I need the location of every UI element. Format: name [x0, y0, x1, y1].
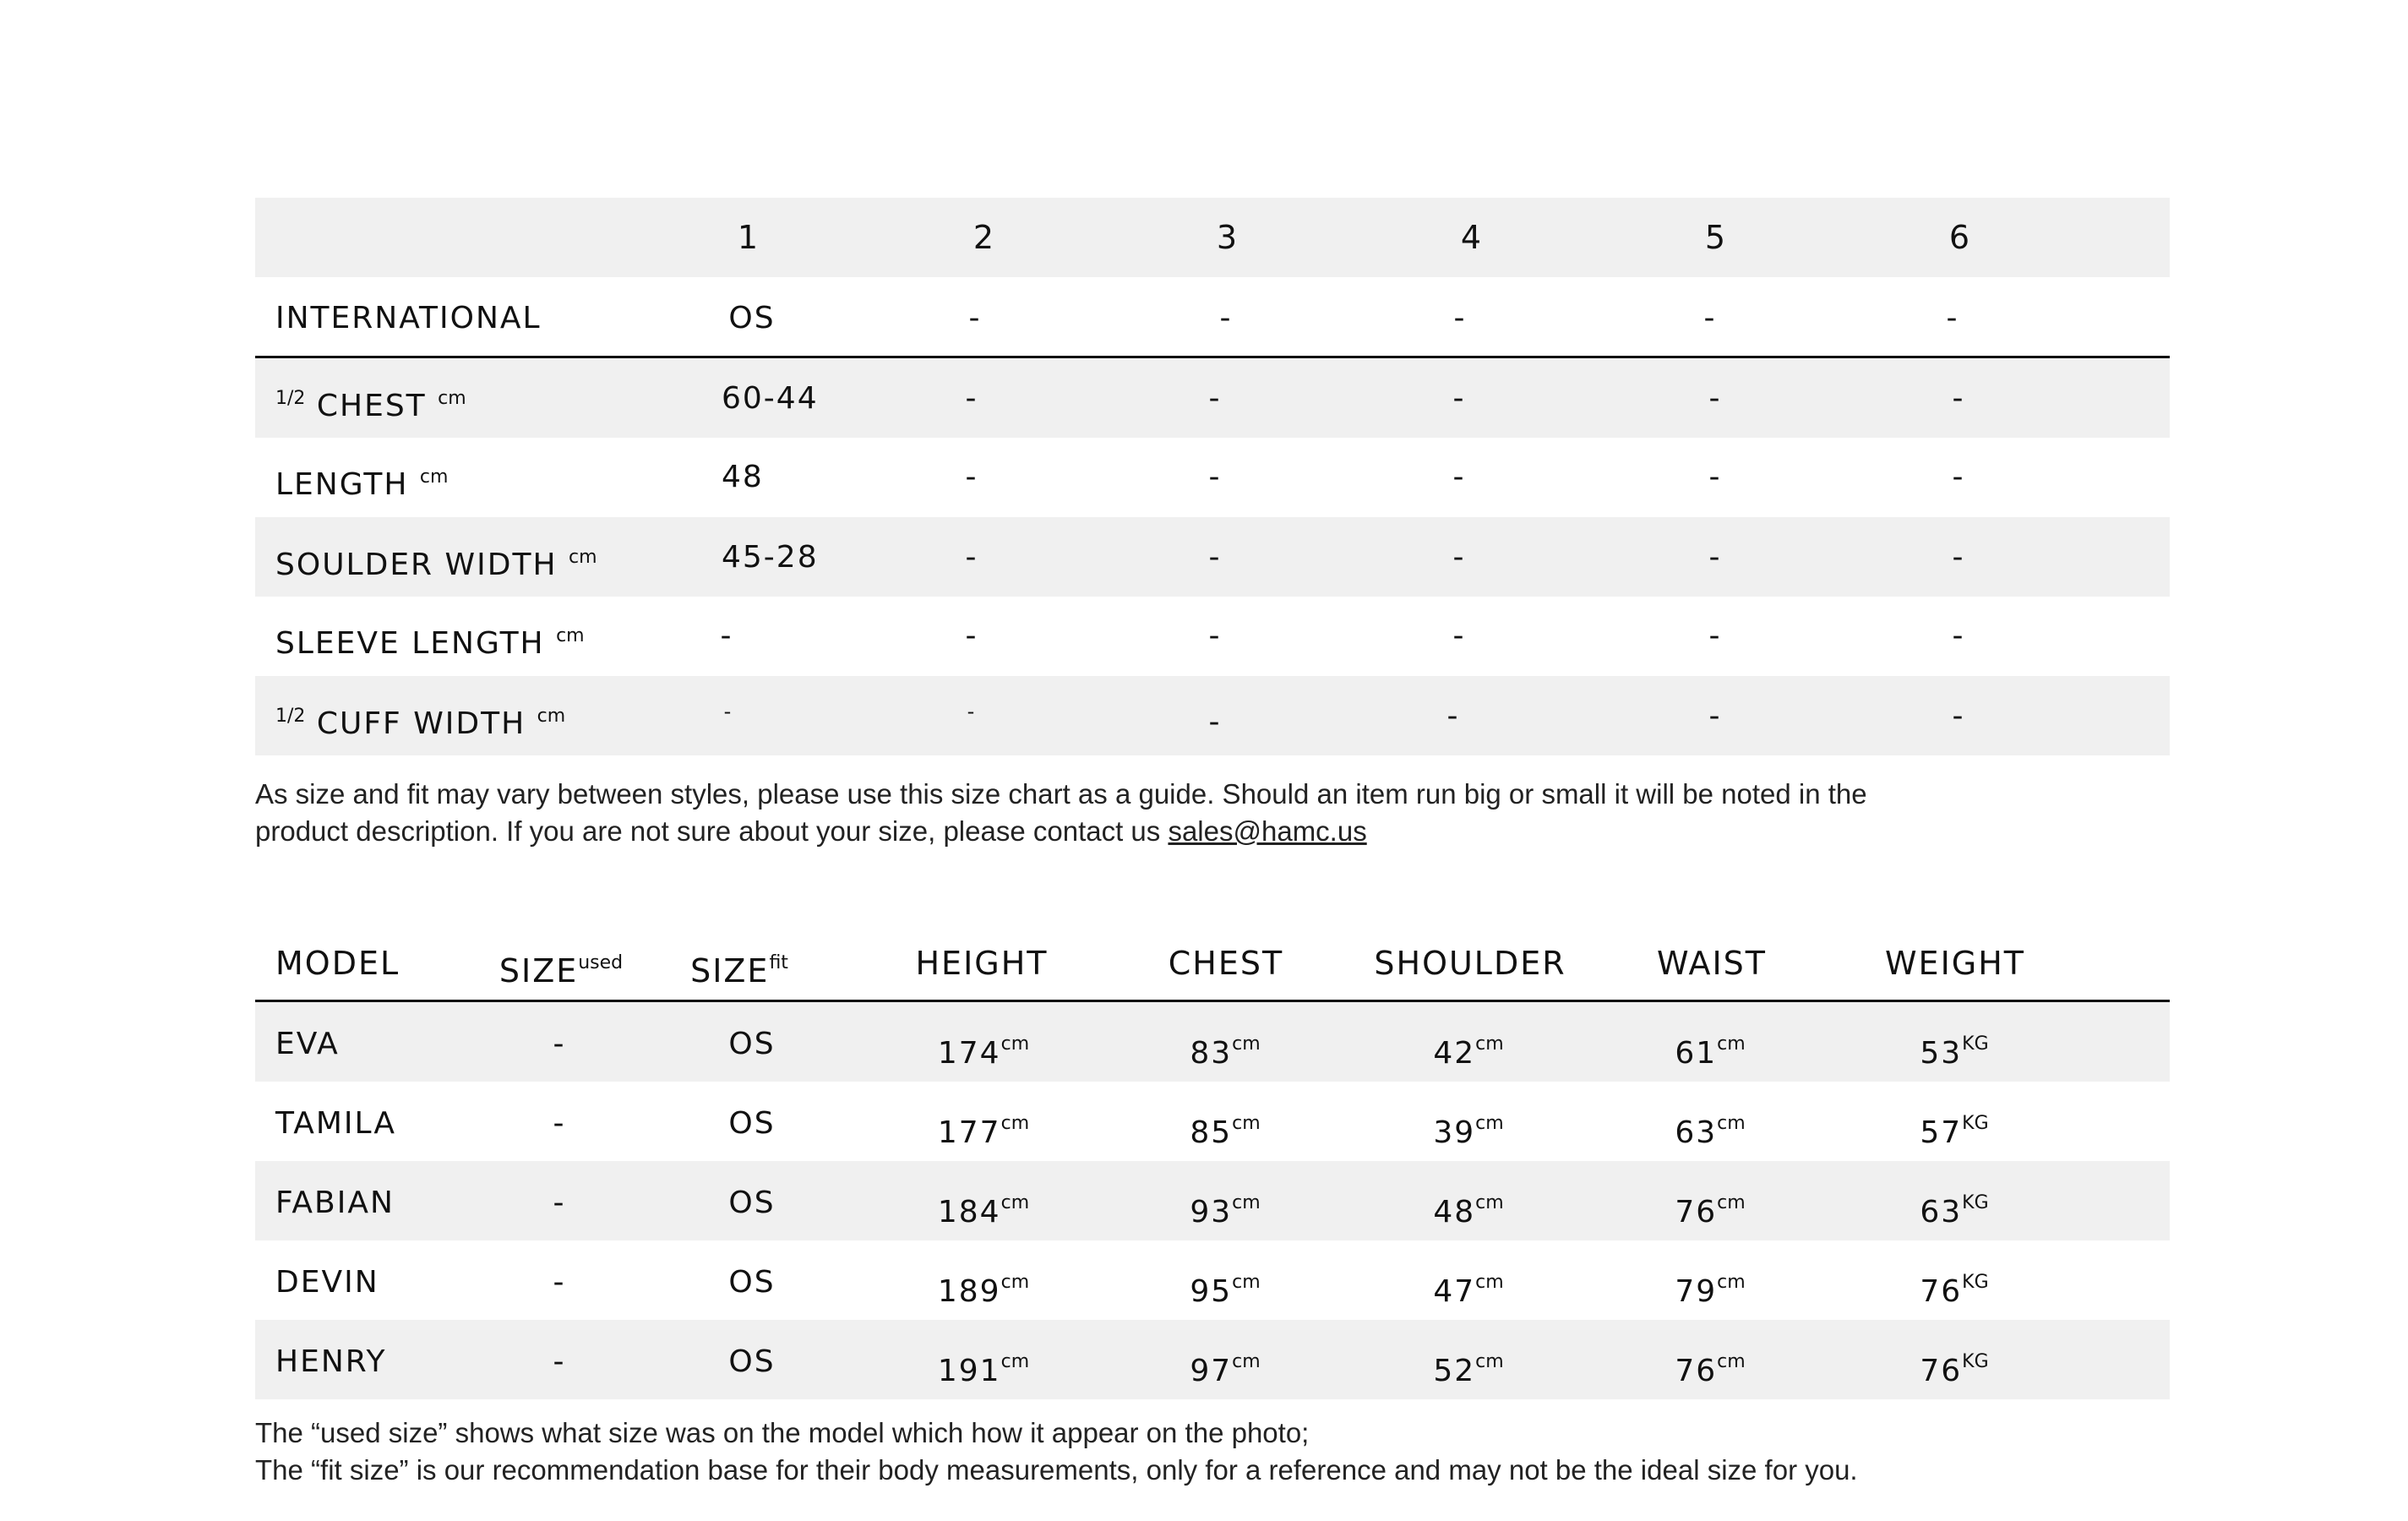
cell-value: 42: [1433, 1036, 1476, 1071]
row-label-text: SOULDER WIDTH: [275, 548, 558, 582]
cell-value: 85: [1190, 1115, 1233, 1150]
cell-waist: [1675, 1344, 1745, 1390]
size-col-3: 3: [1216, 219, 1239, 256]
international-size-4: -: [1453, 301, 1467, 335]
unit-label: cm: [1475, 1351, 1504, 1372]
cell-weight: [1920, 1026, 1988, 1072]
international-size-2: -: [968, 301, 982, 335]
chest-size-6: -: [1952, 381, 1965, 416]
cell-weight: [1920, 1105, 1988, 1152]
length-size-4: -: [1452, 460, 1466, 494]
cell-value: 76: [1920, 1274, 1963, 1309]
sleeve-size-5: -: [1708, 619, 1722, 653]
cell-waist: [1675, 1264, 1745, 1311]
cell-value: -: [553, 1186, 566, 1220]
cell-height: [938, 1185, 1029, 1231]
cell-waist: [1675, 1185, 1745, 1231]
row-label-text: CUFF WIDTH: [316, 706, 526, 741]
unit-label: cm: [1000, 1192, 1030, 1213]
cell-height: [938, 1026, 1029, 1072]
unit-label: cm: [419, 466, 449, 488]
cell-value: -: [553, 1344, 566, 1379]
model-note-line-1: The “used size” shows what size was on the model which how it appear on the photo;: [255, 1417, 1310, 1448]
unit-label: cm: [568, 547, 597, 568]
cell-value: OS: [728, 1265, 776, 1300]
unit-label: cm: [1475, 1033, 1504, 1055]
cell-chest: [1190, 1185, 1260, 1231]
unit-label: cm: [1232, 1033, 1261, 1055]
unit-label: cm: [1717, 1351, 1746, 1372]
cell-size-used: [553, 1026, 566, 1063]
chest-size-5: -: [1708, 381, 1722, 416]
cell-value: 191: [937, 1354, 1001, 1388]
cell-model: [275, 1344, 386, 1381]
shoulder-size-2: -: [965, 540, 978, 575]
header-model: [275, 945, 400, 982]
cell-value: DEVIN: [275, 1265, 379, 1300]
cell-value: 189: [937, 1274, 1001, 1309]
cell-value: 76: [1920, 1354, 1963, 1388]
cell-waist: [1675, 1026, 1745, 1072]
header-size-used: [499, 945, 623, 989]
row-label-text: SLEEVE LENGTH: [275, 626, 545, 661]
cell-chest: [1190, 1344, 1260, 1390]
row-label-text: INTERNATIONAL: [275, 301, 542, 335]
cell-value: 97: [1190, 1354, 1233, 1388]
cell-size-used: [553, 1185, 566, 1222]
unit-label: cm: [1000, 1272, 1030, 1293]
length-size-1: 48: [722, 460, 764, 494]
unit-label: cm: [1475, 1192, 1504, 1213]
row-label-text: LENGTH: [275, 467, 409, 502]
cell-value: EVA: [275, 1027, 340, 1061]
row-label-length: [275, 459, 448, 504]
header-size-fit: [690, 945, 788, 989]
cell-shoulder: [1433, 1105, 1503, 1152]
cell-height: [938, 1105, 1029, 1152]
cell-weight: [1920, 1185, 1988, 1231]
half-prefix: 1/2: [275, 388, 306, 409]
row-label-chest: [275, 380, 466, 425]
size-note-text: product description. If you are not sure about your size, please contact us: [255, 815, 1169, 847]
international-size-3: -: [1219, 301, 1233, 335]
cell-shoulder: [1433, 1185, 1503, 1231]
row-label-cuff-width: [275, 698, 565, 743]
shoulder-size-5: -: [1708, 540, 1722, 575]
cell-size-used: [553, 1264, 566, 1301]
size-col-6: 6: [1948, 219, 1972, 256]
cell-value: 76: [1675, 1195, 1718, 1229]
unit-label: cm: [1232, 1192, 1261, 1213]
cell-value: OS: [728, 1344, 776, 1379]
cell-value: OS: [728, 1027, 776, 1061]
cuff-size-6: -: [1952, 699, 1965, 733]
length-size-5: -: [1708, 460, 1722, 494]
international-size-5: -: [1703, 301, 1717, 335]
shoulder-size-6: -: [1952, 540, 1965, 575]
unit-label: cm: [1717, 1113, 1746, 1134]
shoulder-size-3: -: [1208, 540, 1222, 575]
cell-size-used: [553, 1105, 566, 1142]
international-size-1: OS: [728, 301, 776, 335]
cell-size-fit: [728, 1026, 775, 1063]
unit-label: cm: [1475, 1272, 1504, 1293]
cuff-size-4: -: [1446, 699, 1460, 733]
cell-chest: [1190, 1264, 1260, 1311]
unit-label: cm: [537, 706, 566, 727]
sleeve-size-4: -: [1452, 619, 1466, 653]
cell-value: 63: [1920, 1195, 1963, 1229]
header-chest: CHEST: [1168, 945, 1284, 982]
sleeve-size-2: -: [965, 619, 978, 653]
cell-model: [275, 1026, 340, 1063]
cell-value: -: [553, 1265, 566, 1300]
cell-value: 174: [937, 1036, 1001, 1071]
unit-label: KG: [1962, 1113, 1989, 1134]
cell-model: [275, 1264, 379, 1301]
header-sup: fit: [769, 952, 788, 973]
length-size-6: -: [1952, 460, 1965, 494]
cell-value: 53: [1920, 1036, 1963, 1071]
header-waist: WAIST: [1656, 945, 1768, 982]
cell-value: 79: [1675, 1274, 1718, 1309]
row-label-international: [275, 300, 542, 337]
row-label-sleeve-length: [275, 618, 585, 662]
cuff-size-5: -: [1708, 699, 1722, 733]
header-sup: used: [578, 952, 624, 973]
unit-label: KG: [1962, 1033, 1989, 1055]
cell-value: 47: [1433, 1274, 1476, 1309]
cell-model: [275, 1105, 396, 1142]
header-text: SIZE: [690, 952, 770, 989]
unit-label: KG: [1962, 1272, 1989, 1293]
cell-size-fit: [728, 1105, 775, 1142]
sleeve-size-6: -: [1952, 619, 1965, 653]
shoulder-size-1: 45-28: [722, 540, 819, 575]
cell-value: 48: [1433, 1195, 1476, 1229]
chest-size-2: -: [965, 381, 978, 416]
cell-value: 93: [1190, 1195, 1233, 1229]
cell-height: [938, 1344, 1029, 1390]
header-shoulder: SHOULDER: [1374, 945, 1566, 982]
cuff-size-3: -: [1208, 705, 1222, 739]
cell-value: FABIAN: [275, 1186, 395, 1220]
row-label-shoulder-width: [275, 539, 597, 584]
cell-value: 52: [1433, 1354, 1476, 1388]
length-size-2: -: [965, 460, 978, 494]
cell-size-fit: [728, 1185, 775, 1222]
cell-chest: [1190, 1105, 1260, 1152]
unit-label: cm: [1232, 1113, 1261, 1134]
half-prefix: 1/2: [275, 706, 306, 727]
unit-label: cm: [1475, 1113, 1504, 1134]
cell-value: 83: [1190, 1036, 1233, 1071]
unit-label: KG: [1962, 1192, 1989, 1213]
chest-size-4: -: [1452, 381, 1466, 416]
size-chart-note: [255, 776, 1867, 850]
header-text: SIZE: [498, 952, 579, 989]
contact-email-link[interactable]: sales@hamc.us: [1168, 815, 1367, 847]
cuff-size-1: -: [723, 700, 733, 723]
cell-value: 63: [1675, 1115, 1718, 1150]
cell-height: [938, 1264, 1029, 1311]
unit-label: cm: [1232, 1272, 1261, 1293]
size-col-5: 5: [1704, 219, 1728, 256]
shoulder-size-4: -: [1452, 540, 1466, 575]
cell-value: -: [553, 1106, 566, 1141]
cell-value: 76: [1675, 1354, 1718, 1388]
cell-value: OS: [728, 1106, 776, 1141]
header-weight: WEIGHT: [1884, 945, 2026, 982]
unit-label: cm: [1000, 1033, 1030, 1055]
unit-label: cm: [1000, 1113, 1030, 1134]
row-label-text: CHEST: [316, 389, 427, 423]
cell-value: 57: [1920, 1115, 1963, 1150]
unit-label: cm: [1232, 1351, 1261, 1372]
cell-value: TAMILA: [275, 1106, 397, 1141]
sleeve-size-1: -: [720, 619, 733, 653]
cuff-size-2: -: [967, 700, 977, 723]
sleeve-size-3: -: [1208, 619, 1222, 653]
cell-weight: [1920, 1344, 1988, 1390]
cell-value: 61: [1675, 1036, 1718, 1071]
cell-value: 39: [1433, 1115, 1476, 1150]
cell-size-fit: [728, 1264, 775, 1301]
model-note-line-2: The “fit size” is our recommendation base for their body measurements, only for a reference and may not be the ideal size for you.: [255, 1454, 1858, 1486]
cell-value: OS: [728, 1186, 776, 1220]
cell-weight: [1920, 1264, 1988, 1311]
cell-model: [275, 1185, 395, 1222]
cell-shoulder: [1433, 1264, 1503, 1311]
size-col-2: 2: [972, 219, 996, 256]
unit-label: cm: [1000, 1351, 1030, 1372]
cell-value: HENRY: [275, 1344, 387, 1379]
international-size-6: -: [1946, 301, 1959, 335]
unit-label: cm: [1717, 1192, 1746, 1213]
cell-value: 177: [937, 1115, 1001, 1150]
size-col-4: 4: [1460, 219, 1484, 256]
model-note: [255, 1415, 1858, 1489]
unit-label: cm: [1717, 1272, 1746, 1293]
size-header-band: [255, 198, 2170, 277]
cell-waist: [1675, 1105, 1745, 1152]
cell-chest: [1190, 1026, 1260, 1072]
cell-shoulder: [1433, 1344, 1503, 1390]
size-note-line-2: [255, 813, 1867, 850]
size-divider: [255, 356, 2170, 358]
cell-value: -: [553, 1027, 566, 1061]
chest-size-1: 60-44: [722, 381, 819, 416]
cell-value: 95: [1190, 1274, 1233, 1309]
length-size-3: -: [1208, 460, 1222, 494]
cell-shoulder: [1433, 1026, 1503, 1072]
cell-size-used: [553, 1344, 566, 1381]
header-height: HEIGHT: [915, 945, 1049, 982]
cell-value: 184: [937, 1195, 1001, 1229]
chest-size-3: -: [1208, 381, 1222, 416]
unit-label: cm: [438, 388, 466, 409]
size-note-line-1: As size and fit may vary between styles, please use this size chart as a guide. Should an item run big or small it will be noted in the: [255, 778, 1867, 810]
cell-size-fit: [728, 1344, 775, 1381]
unit-label: cm: [556, 625, 585, 646]
unit-label: KG: [1962, 1351, 1989, 1372]
unit-label: cm: [1717, 1033, 1746, 1055]
header-text: MODEL: [275, 945, 400, 982]
size-col-1: 1: [737, 219, 760, 256]
